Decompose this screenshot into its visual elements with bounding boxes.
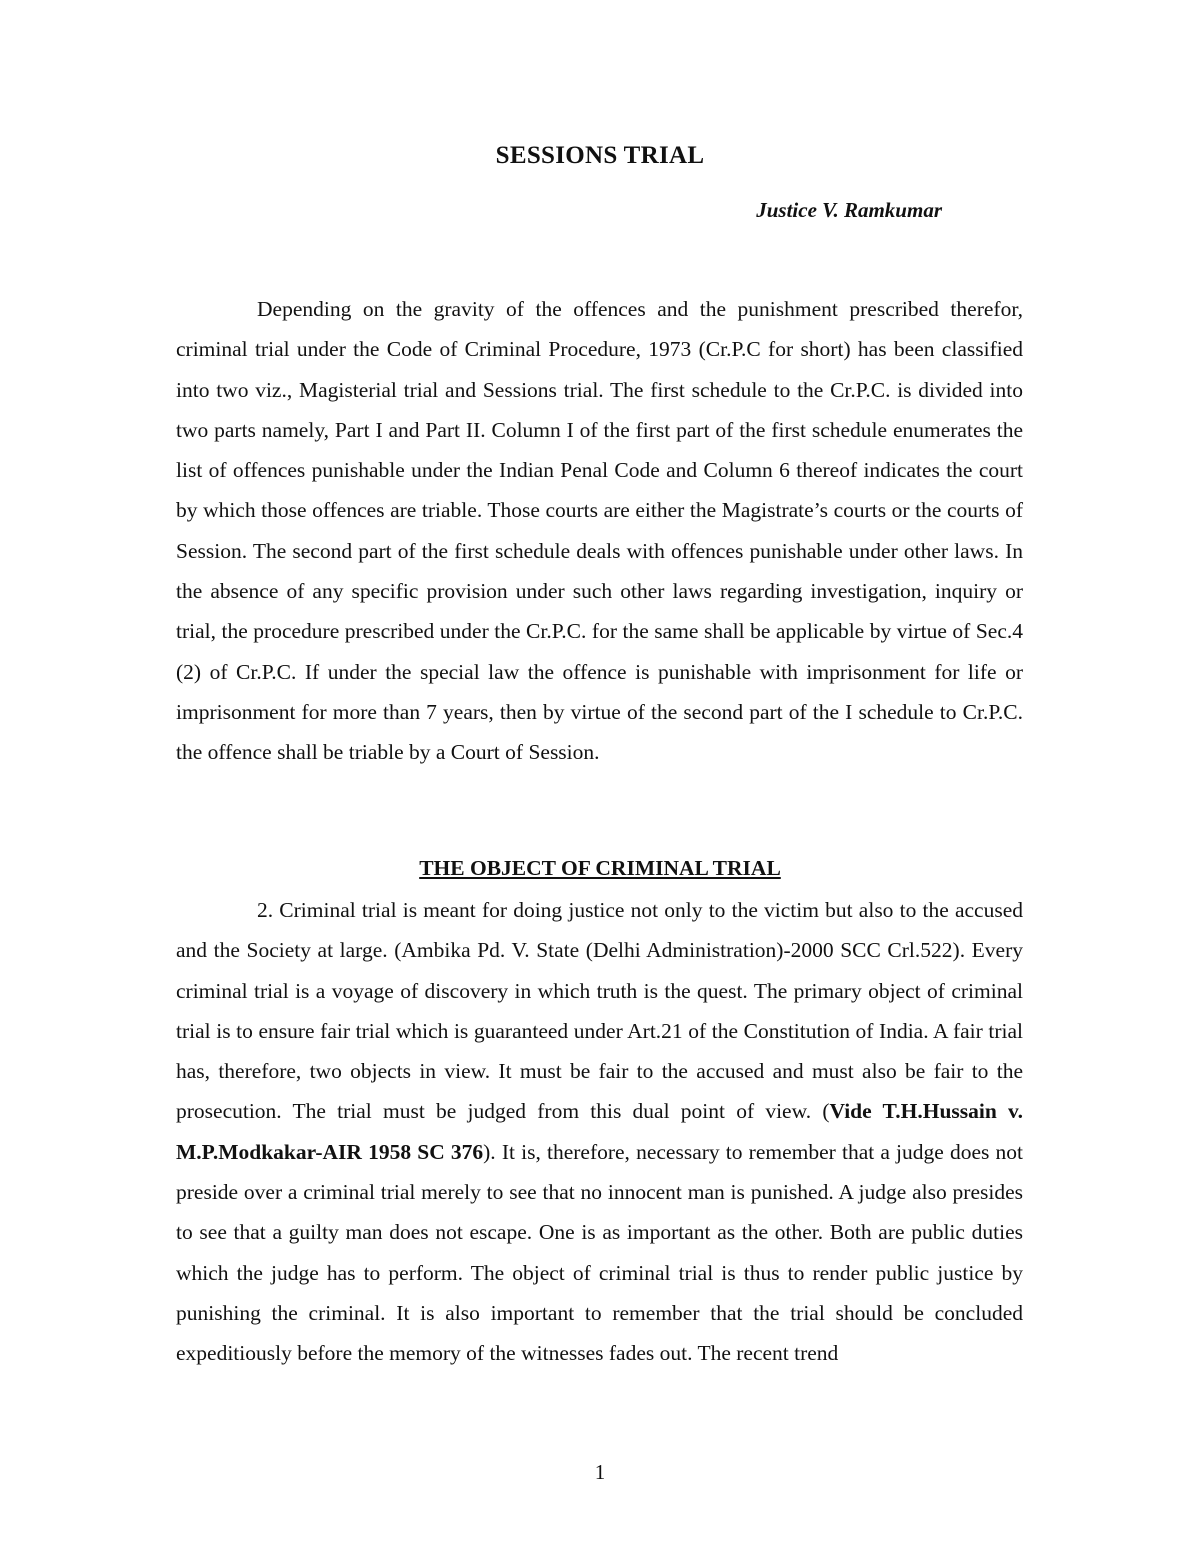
paragraph-object-text: 2. Criminal trial is meant for doing justice not only to the victim but also to the accused and the Society at large. (Ambika Pd. V. State (Delhi Administration)-2000 SCC Crl.522). Every criminal trial is a voyage of discovery in which truth is the quest. The primary object of criminal trial is to ensure fair trial which is guaranteed under Art.21 of the Constitution of India. A fair trial has, therefore, two objects in view. It must be fair to the accused and must also be fair to the prosecution. The trial must be judged from this dual point of view. ( bbox=[176, 898, 1023, 1124]
paragraph-intro-text: Depending on the gravity of the offences and the punishment prescribed therefor, criminal trial under the Code of Criminal Procedure, 1973 (Cr.P.C for short) has been classified into two viz., Magisterial trial and Sessions trial. The first schedule to the Cr.P.C. is divided into two parts namely, Part I and Part II. Column I of the first part of the first schedule enumerates the list of offences punishable under the Indian Penal Code and Column 6 thereof indicates the court by which those offences are triable. Those courts are either the Magistrate’s courts or the courts of Session. The second part of the first schedule deals with offences punishable under other laws. In the absence of any specific provision under such other laws regarding investigation, inquiry or trial, the procedure prescribed under the Cr.P.C. for the same shall be applicable by virtue of Sec.4 (2) of Cr.P.C. If under the special law the offence is punishable with imprisonment for life or imprisonment for more than 7 years, then by virtue of the second part of the I schedule to Cr.P.C. the offence shall be triable by a Court of Session. bbox=[176, 297, 1023, 765]
document-title: SESSIONS TRIAL bbox=[495, 142, 705, 169]
author-name: Justice V. Ramkumar bbox=[756, 198, 942, 222]
section-heading: THE OBJECT OF CRIMINAL TRIAL bbox=[419, 856, 781, 880]
page-number: 1 bbox=[594, 1460, 606, 1484]
paragraph-object bbox=[176, 890, 1023, 1374]
paragraph-intro bbox=[176, 289, 1023, 773]
case-citation: Vide T.H.Hussain v. M.P.Modkakar-AIR 1958 SC 376 bbox=[176, 1099, 1023, 1164]
paragraph-object-text-continued: ). It is, therefore, necessary to remember that a judge does not preside over a criminal trial merely to see that no innocent man is punished. A judge also presides to see that a guilty man does not escape. One is as important as the other. Both are public duties which the judge has to perform. The object of criminal trial is thus to render public justice by punishing the criminal. It is also important to remember that the trial should be concluded expeditiously before the memory of the witnesses fades out. The recent trend bbox=[176, 1139, 1024, 1366]
